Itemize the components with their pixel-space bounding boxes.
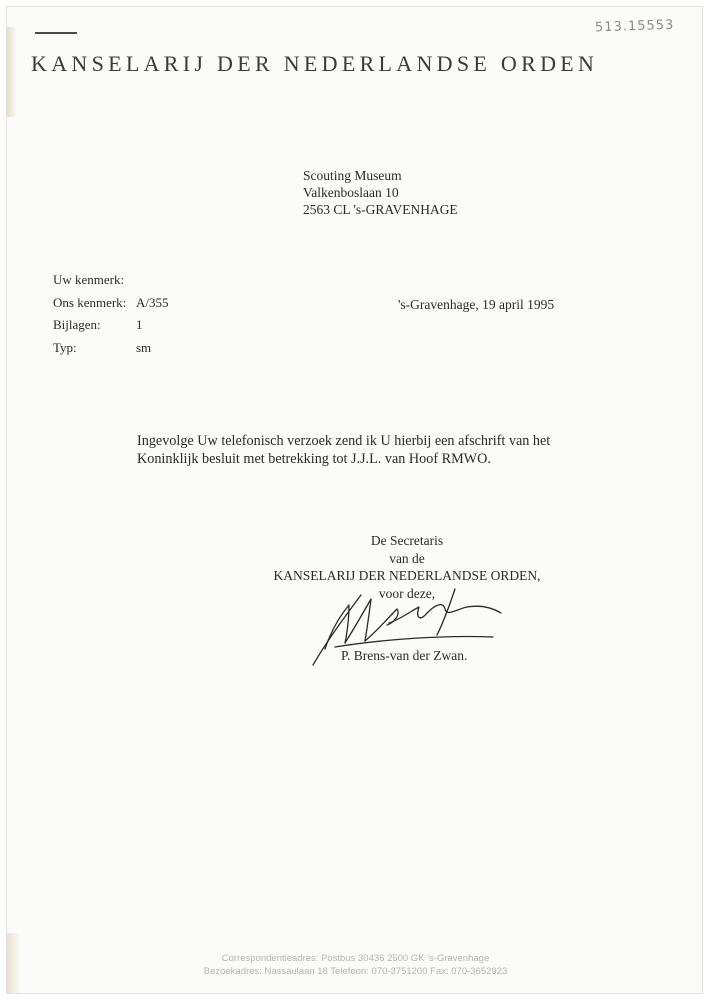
dash-mark [35, 32, 77, 34]
archive-number: 513.15553 [594, 17, 675, 36]
closing-line: van de [389, 550, 425, 566]
letterhead: KANSELARIJ DER NEDERLANDSE ORDEN [31, 51, 599, 76]
closing-line: KANSELARIJ DER NEDERLANDSE ORDEN, [273, 568, 541, 583]
reference-value: sm [136, 339, 152, 355]
signer-name: P. Brens-van der Zwan. [341, 648, 468, 663]
reference-label: Uw kenmerk: [53, 272, 125, 287]
closing-line: De Secretaris [370, 533, 444, 548]
closing-line: voor deze, [378, 585, 436, 601]
reference-row [53, 314, 169, 337]
recipient-street: Valkenboslaan 10 [303, 185, 399, 200]
letter-date: 's-Gravenhage, 19 april 1995 [398, 297, 555, 312]
reference-value: A/355 [136, 294, 169, 310]
footer-line: Bezoekadres: Nassaulaan 18 Telefoon: 070-3751200 Fax: 070-3652923 [203, 966, 508, 977]
body-line: Ingevolge Uw telefonisch verzoek zend ik U hierbij een afschrift van het [137, 433, 551, 449]
reference-value: 1 [136, 317, 143, 332]
paper-stain [7, 27, 17, 117]
reference-row [53, 292, 169, 315]
letter-footer [7, 952, 703, 978]
footer-line: Correspondentieadres: Postbus 30436 2500 GK 's-Gravenhage [221, 953, 490, 964]
reference-label: Typ: [53, 339, 77, 355]
reference-label: Ons kenmerk: [53, 294, 127, 310]
reference-row [53, 337, 169, 360]
letter-body [137, 432, 607, 468]
reference-block [53, 269, 169, 359]
reference-label: Bijlagen: [53, 317, 101, 332]
recipient-name: Scouting Museum [303, 168, 402, 183]
recipient-address [303, 167, 458, 218]
reference-row [53, 269, 169, 292]
body-line: Koninklijk besluit met betrekking tot J.J.L. van Hoof RMWO. [137, 451, 491, 467]
recipient-city: 2563 CL 's-GRAVENHAGE [303, 202, 458, 217]
letter-page [6, 6, 703, 994]
